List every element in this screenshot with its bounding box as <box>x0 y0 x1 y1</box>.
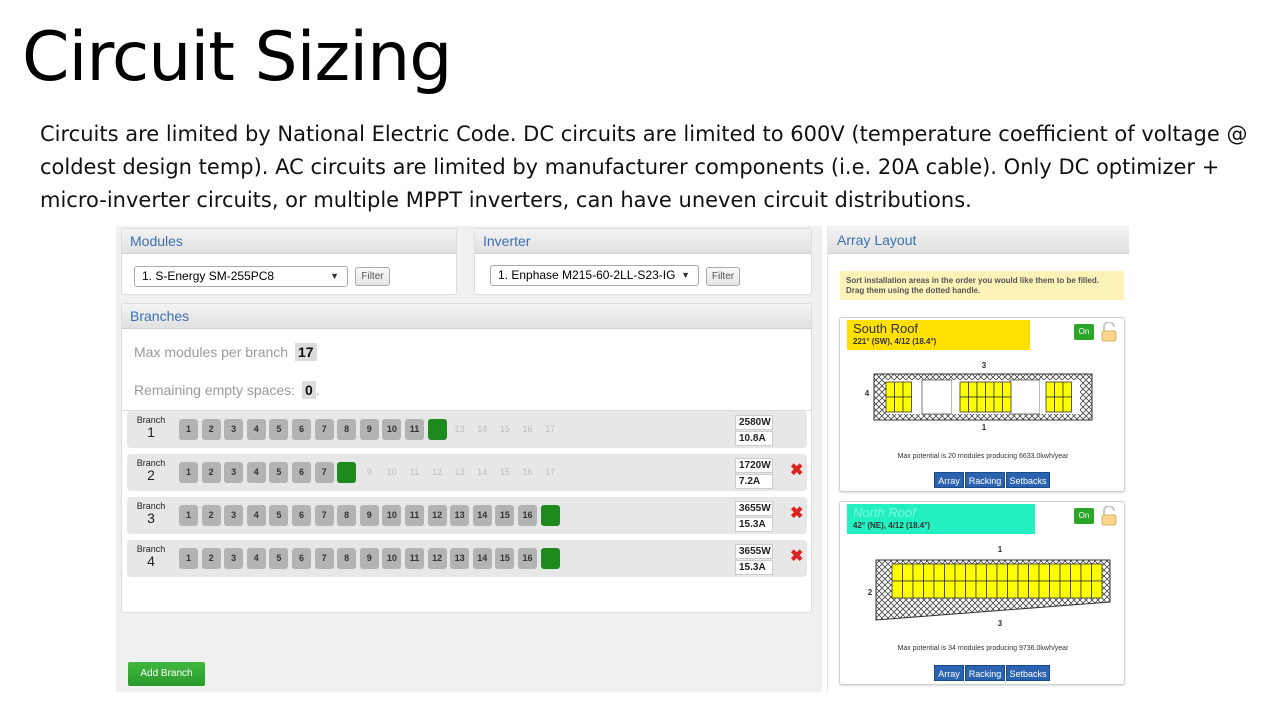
solar-module <box>976 581 987 598</box>
max-modules-label: Max modules per branch <box>134 344 289 360</box>
branch-stats <box>735 415 773 447</box>
branch-caption: Branch <box>136 501 166 511</box>
branch-number: 3 <box>147 510 155 526</box>
module-slot[interactable]: 8 <box>337 419 356 440</box>
module-slot[interactable]: 13 <box>450 548 469 569</box>
branch-stats <box>735 458 773 490</box>
module-slot[interactable]: 6 <box>292 462 311 483</box>
solar-module <box>976 564 987 581</box>
module-slot[interactable]: 2 <box>202 419 221 440</box>
module-slot[interactable]: 14 <box>473 548 492 569</box>
branches-header: Branches <box>122 304 811 329</box>
solar-module <box>903 564 914 581</box>
solar-module <box>969 382 978 397</box>
module-slot[interactable]: 10 <box>382 419 401 440</box>
solar-module <box>1081 581 1092 598</box>
module-slot[interactable]: 11 <box>409 467 420 477</box>
solar-module <box>1063 382 1072 397</box>
branch-row <box>127 497 807 534</box>
array-layout-header: Array Layout <box>828 226 1129 254</box>
solar-module <box>924 564 935 581</box>
module-slot[interactable]: 16 <box>522 467 533 477</box>
solar-module <box>1018 564 1029 581</box>
inverter-filter-button[interactable]: Filter <box>706 267 740 286</box>
branch-label <box>136 415 166 439</box>
module-slot[interactable]: 13 <box>450 505 469 526</box>
roof-edge-label: 3 <box>997 619 1003 628</box>
module-slot[interactable]: 17 <box>541 548 560 569</box>
branch-caption: Branch <box>136 458 166 468</box>
branch-row <box>127 411 807 448</box>
module-slot[interactable]: 14 <box>477 424 488 434</box>
roof-edge-label: 2 <box>867 588 873 597</box>
roof-orientation: 221° (SW), 4/12 (18.4°) <box>853 337 937 346</box>
module-group <box>892 564 1102 598</box>
module-slot[interactable]: 5 <box>269 548 288 569</box>
lock-icon[interactable] <box>1100 322 1118 342</box>
solar-module <box>1039 581 1050 598</box>
roof-diagram[interactable] <box>840 356 1126 441</box>
app-window <box>116 226 1129 692</box>
module-slot[interactable]: 1 <box>179 505 198 526</box>
module-slot[interactable]: 3 <box>224 548 243 569</box>
solar-module <box>934 564 945 581</box>
solar-module <box>1092 564 1103 581</box>
roof-diagram[interactable] <box>840 540 1126 635</box>
module-slot[interactable]: 11 <box>405 419 424 440</box>
module-slot[interactable]: 5 <box>269 419 288 440</box>
solar-module <box>895 382 904 397</box>
module-slot[interactable]: 3 <box>224 462 243 483</box>
module-slot[interactable]: 6 <box>292 419 311 440</box>
solar-module <box>924 581 935 598</box>
max-modules-row <box>134 343 317 361</box>
branch-number: 1 <box>147 424 155 440</box>
solar-module <box>960 382 969 397</box>
branch-label <box>136 544 166 568</box>
solar-module <box>994 397 1003 412</box>
module-slot[interactable]: 8 <box>337 462 356 483</box>
module-slot[interactable]: 8 <box>337 548 356 569</box>
solar-module <box>1060 564 1071 581</box>
branch-watts: 2580W <box>735 415 773 430</box>
solar-module <box>1092 581 1103 598</box>
module-slot[interactable]: 9 <box>360 548 379 569</box>
solar-module <box>997 581 1008 598</box>
roof-potential-text: Max potential is 20 modules producing 6633.0kwh/year <box>897 453 1069 460</box>
module-slot[interactable]: 15 <box>495 505 514 526</box>
modules-header: Modules <box>122 229 456 254</box>
module-slot[interactable]: 2 <box>202 548 221 569</box>
modules-select-value: 1. S-Energy SM-255PC8 <box>142 269 275 283</box>
solar-module <box>997 564 1008 581</box>
module-slot[interactable]: 12 <box>428 419 447 440</box>
module-slot[interactable]: 7 <box>315 419 334 440</box>
solar-module <box>966 581 977 598</box>
module-slot[interactable]: 15 <box>499 467 510 477</box>
modules-filter-button[interactable]: Filter <box>355 267 390 286</box>
module-slot[interactable]: 9 <box>366 467 372 477</box>
module-slot[interactable]: 10 <box>382 505 401 526</box>
solar-module <box>892 564 903 581</box>
add-branch-button[interactable]: Add Branch <box>128 662 205 686</box>
solar-module <box>969 397 978 412</box>
solar-module <box>903 397 912 412</box>
module-slot[interactable]: 8 <box>337 505 356 526</box>
module-slot[interactable]: 16 <box>518 548 537 569</box>
module-slot[interactable]: 7 <box>315 462 334 483</box>
module-slot[interactable]: 1 <box>179 548 198 569</box>
roof-title[interactable] <box>847 504 1035 534</box>
slide-title: Circuit Sizing <box>22 18 452 97</box>
module-slot[interactable]: 16 <box>522 424 533 434</box>
configuration-area <box>116 226 822 692</box>
module-slot[interactable]: 5 <box>269 505 288 526</box>
inverter-select[interactable] <box>490 265 699 286</box>
branch-amps: 15.3A <box>735 517 773 532</box>
roof-title[interactable] <box>847 320 1030 350</box>
branch-label <box>136 458 166 482</box>
solar-module <box>1055 382 1064 397</box>
solar-module <box>934 581 945 598</box>
solar-module <box>987 581 998 598</box>
module-slot[interactable]: 10 <box>382 548 401 569</box>
module-slot[interactable]: 4 <box>247 419 266 440</box>
module-slot[interactable]: 5 <box>269 462 288 483</box>
setbacks-button[interactable]: Setbacks <box>1006 472 1050 488</box>
inverter-select-value: 1. Enphase M215-60-2LL-S23-IG <box>498 268 676 282</box>
solar-module <box>987 564 998 581</box>
solar-module <box>1003 382 1012 397</box>
solar-module <box>945 581 956 598</box>
roof-toggle-button[interactable]: On <box>1074 324 1094 340</box>
solar-module <box>892 581 903 598</box>
solar-module <box>1060 581 1071 598</box>
module-slot[interactable]: 11 <box>405 548 424 569</box>
branches-panel <box>121 303 812 679</box>
module-slot[interactable]: 17 <box>545 424 556 434</box>
lock-icon[interactable] <box>1100 506 1118 526</box>
solar-module <box>1046 397 1055 412</box>
racking-button[interactable]: Racking <box>965 665 1005 681</box>
roof-name: South Roof <box>853 321 919 336</box>
branch-watts: 1720W <box>735 458 773 473</box>
module-slot[interactable]: 15 <box>499 424 510 434</box>
delete-branch-icon[interactable]: ✖ <box>790 505 804 522</box>
slide-body: Circuits are limited by National Electric Code. DC circuits are limited to 600V (temperature coefficient of voltage @ coldest design temp). AC circuits are limited by manufacturer components (i.e. 20A cable). Only DC optimizer + micro-inverter circuits, or multiple MPPT inverters, can have uneven circuit distributions. <box>40 122 1248 212</box>
roof-toggle-button[interactable]: On <box>1074 508 1094 524</box>
solar-module <box>986 397 995 412</box>
module-slot[interactable]: 3 <box>224 505 243 526</box>
module-slot[interactable]: 17 <box>541 505 560 526</box>
solar-module <box>886 397 895 412</box>
branch-label <box>136 501 166 525</box>
branch-row <box>127 454 807 491</box>
roof-edge-label: 1 <box>997 545 1003 554</box>
solar-module <box>1029 581 1040 598</box>
module-slot[interactable]: 10 <box>386 467 397 477</box>
solar-module <box>913 564 924 581</box>
module-slot[interactable]: 13 <box>454 424 465 434</box>
module-slot[interactable]: 4 <box>247 548 266 569</box>
solar-module <box>986 382 995 397</box>
solar-module <box>895 397 904 412</box>
branch-stats <box>735 544 773 576</box>
module-slot[interactable]: 12 <box>432 467 443 477</box>
solar-module <box>886 382 895 397</box>
inverter-header: Inverter <box>475 229 811 254</box>
module-slot[interactable]: 11 <box>405 505 424 526</box>
roof-edge-label: 4 <box>864 389 870 398</box>
remaining-spaces-label: Remaining empty spaces: <box>134 382 296 398</box>
roof-orientation: 42° (NE), 4/12 (18.4°) <box>853 521 931 530</box>
solar-module <box>977 397 986 412</box>
roof-edge-label: 1 <box>981 423 987 432</box>
solar-module <box>960 397 969 412</box>
solar-module <box>903 581 914 598</box>
module-slot[interactable]: 12 <box>428 505 447 526</box>
module-slot[interactable]: 1 <box>179 419 198 440</box>
max-modules-value: 17 <box>295 343 317 361</box>
solar-module <box>1029 564 1040 581</box>
module-slot[interactable]: 16 <box>518 505 537 526</box>
solar-module <box>903 382 912 397</box>
modules-select[interactable] <box>134 266 348 287</box>
solar-module <box>1071 581 1082 598</box>
array-layout-panel <box>827 226 1129 692</box>
inverter-panel <box>474 228 812 295</box>
branch-amps: 7.2A <box>735 474 773 489</box>
solar-module <box>1081 564 1092 581</box>
branch-number: 4 <box>147 553 155 569</box>
delete-branch-icon[interactable]: ✖ <box>790 462 804 479</box>
module-slot[interactable]: 12 <box>428 548 447 569</box>
chevron-down-icon: ▼ <box>681 270 690 280</box>
module-slot[interactable]: 9 <box>360 505 379 526</box>
branch-row <box>127 540 807 577</box>
roof-card-south[interactable] <box>839 317 1125 492</box>
branch-caption: Branch <box>136 415 166 425</box>
solar-module <box>1063 397 1072 412</box>
solar-module <box>955 581 966 598</box>
branch-caption: Branch <box>136 544 166 554</box>
solar-module <box>1071 564 1082 581</box>
module-slot[interactable]: 2 <box>202 505 221 526</box>
setbacks-button[interactable]: Setbacks <box>1006 665 1050 681</box>
solar-module <box>1055 397 1064 412</box>
solar-module <box>955 564 966 581</box>
solar-module <box>913 581 924 598</box>
solar-module <box>1050 581 1061 598</box>
solar-module <box>1008 581 1019 598</box>
solar-module <box>1018 581 1029 598</box>
solar-module <box>966 564 977 581</box>
module-slot[interactable]: 9 <box>360 419 379 440</box>
solar-module <box>1039 564 1050 581</box>
racking-button[interactable]: Racking <box>965 472 1005 488</box>
remaining-spaces-value: 0 <box>302 381 316 399</box>
roof-card-north[interactable] <box>839 501 1125 685</box>
branch-stats <box>735 501 773 533</box>
roof-name: North Roof <box>853 505 916 520</box>
solar-module <box>1050 564 1061 581</box>
module-slot[interactable]: 2 <box>202 462 221 483</box>
module-slot[interactable]: 1 <box>179 462 198 483</box>
branch-watts: 3655W <box>735 501 773 516</box>
array-button[interactable]: Array <box>934 472 964 488</box>
branch-amps: 10.8A <box>735 431 773 446</box>
delete-branch-icon[interactable]: ✖ <box>790 548 804 565</box>
roof-edge-label: 3 <box>981 361 987 370</box>
module-slot[interactable]: 6 <box>292 505 311 526</box>
solar-module <box>994 382 1003 397</box>
module-slot[interactable]: 14 <box>473 505 492 526</box>
module-slot[interactable]: 14 <box>477 467 488 477</box>
branch-watts: 3655W <box>735 544 773 559</box>
module-slot[interactable]: 7 <box>315 505 334 526</box>
branch-number: 2 <box>147 467 155 483</box>
array-button[interactable]: Array <box>934 665 964 681</box>
branch-amps: 15.3A <box>735 560 773 575</box>
module-slot[interactable]: 17 <box>545 467 556 477</box>
roof-potential-text: Max potential is 34 modules producing 9736.0kwh/year <box>897 645 1069 652</box>
module-slot[interactable]: 4 <box>247 462 266 483</box>
module-slot[interactable]: 7 <box>315 548 334 569</box>
module-slot[interactable]: 4 <box>247 505 266 526</box>
solar-module <box>977 382 986 397</box>
sort-instructions: Sort installation areas in the order you would like them to be filled. Drag them using the dotted handle. <box>840 271 1124 300</box>
solar-module <box>1003 397 1012 412</box>
module-slot[interactable]: 6 <box>292 548 311 569</box>
solar-module <box>1008 564 1019 581</box>
module-slot[interactable]: 13 <box>454 467 465 477</box>
solar-module <box>945 564 956 581</box>
modules-panel <box>121 228 457 295</box>
module-slot[interactable]: 15 <box>495 548 514 569</box>
chevron-down-icon: ▼ <box>330 271 339 281</box>
module-slot[interactable]: 3 <box>224 419 243 440</box>
remaining-spaces-row <box>134 381 320 399</box>
solar-module <box>1046 382 1055 397</box>
remaining-spaces-suffix: . <box>315 382 320 398</box>
